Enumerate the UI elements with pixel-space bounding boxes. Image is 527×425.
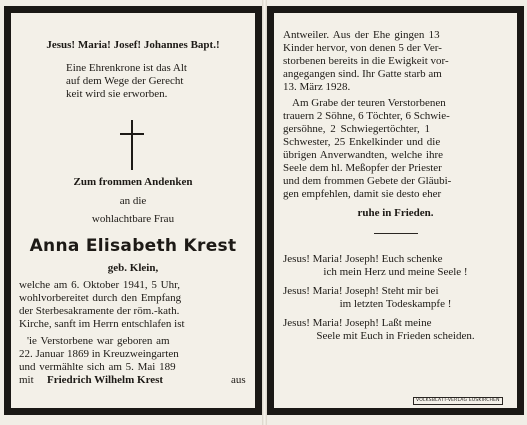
- verse-line-3: keit wird sie erworben.: [66, 88, 168, 100]
- deceased-name: Anna Elisabeth Krest: [29, 236, 237, 256]
- body-line-1: welche am 6. Oktober 1941, 5 Uhr,: [19, 279, 181, 291]
- an-die: an die: [119, 195, 147, 207]
- cross-icon: [131, 120, 133, 170]
- right-body-line-13: gen empfehlen, damit sie desto eher: [283, 188, 442, 200]
- prayer-3-line-2: Seele mit Euch in Frieden scheiden.: [316, 330, 475, 342]
- right-body-line-1: Antweiler. Aus der Ehe gingen 13: [283, 29, 440, 41]
- right-body-line-4: angegangen sind. Ihr Gatte starb am: [283, 68, 442, 80]
- right-body-line-9: Schwester, 25 Enkelkinder und die: [283, 136, 441, 148]
- body-line-8-prefix: mit: [19, 374, 34, 386]
- right-body-line-5: 13. März 1928.: [283, 81, 351, 93]
- prayer-3-line-1: Jesus! Maria! Joseph! Laßt meine: [283, 317, 432, 329]
- right-body-line-8: gersöhne, 2 Schwiegertöchter, 1: [283, 123, 430, 135]
- honorific: wohlachtbare Frau: [91, 213, 175, 225]
- prayer-2-line-2: im letzten Todeskampfe !: [339, 298, 452, 310]
- memorial-heading: Zum frommen Andenken: [73, 176, 193, 188]
- body-line-4: Kirche, sanft im Herrn entschlafen ist: [19, 318, 185, 330]
- right-body-line-2: Kinder hervor, von denen 5 der Ver-: [283, 42, 442, 54]
- body-line-6: 22. Januar 1869 in Kreuzweingarten: [19, 348, 179, 360]
- right-body-line-7: trauern 2 Söhne, 6 Töchter, 6 Schwie-: [283, 110, 450, 122]
- invocation-header: Jesus! Maria! Josef! Johannes Bapt.!: [46, 39, 220, 51]
- right-panel: [267, 6, 524, 415]
- body-line-8-suffix: aus: [231, 374, 246, 386]
- maiden-name: geb. Klein,: [107, 262, 159, 274]
- prayer-1-line-2: ich mein Herz und meine Seele !: [323, 266, 468, 278]
- body-line-3: der Sterbesakramente der röm.-kath.: [19, 305, 180, 317]
- prayer-1-line-1: Jesus! Maria! Joseph! Euch schenke: [283, 253, 443, 265]
- right-body-line-10: übrigen Anverwandten, welche ihre: [283, 149, 443, 161]
- body-line-2: wohlvorbereitet durch den Empfang: [19, 292, 182, 304]
- body-line-7: und vermählte sich am 5. Mai 189: [19, 361, 176, 373]
- prayer-2-line-1: Jesus! Maria! Joseph! Steht mir bei: [283, 285, 439, 297]
- divider-top: [374, 233, 418, 234]
- publisher-stamp: VOLKSBLATT-VERLAG EUSKIRCHEN: [413, 397, 503, 405]
- verse-line-1: Eine Ehrenkrone ist das Alt: [66, 62, 187, 74]
- closing-line: ruhe in Frieden.: [357, 207, 434, 219]
- verse-line-2: auf dem Wege der Gerecht: [66, 75, 184, 87]
- body-line-5: 'ie Verstorbene war geboren am: [27, 335, 170, 347]
- right-body-line-3: storbenen bereits in die Ewigkeit vor-: [283, 55, 449, 67]
- left-panel: [4, 6, 262, 415]
- right-body-line-6: Am Grabe der teuren Verstorbenen: [292, 97, 446, 109]
- right-body-line-11: Seele dem hl. Meßopfer der Priester: [283, 162, 442, 174]
- right-body-line-12: und dem frommen Gebete der Gläubi-: [283, 175, 452, 187]
- husband-name: Friedrich Wilhelm Krest: [47, 374, 164, 386]
- cross-icon-bar: [120, 133, 144, 135]
